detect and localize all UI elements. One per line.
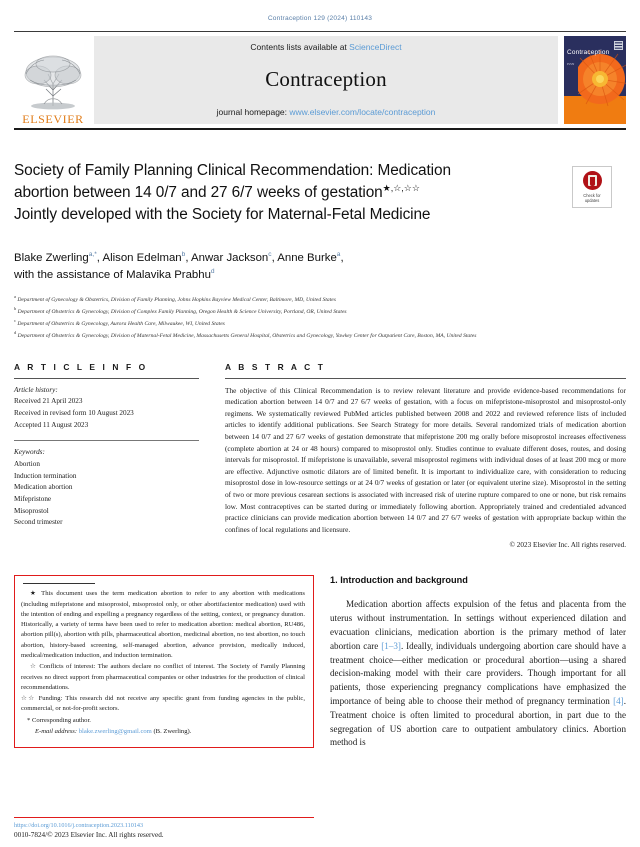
- elsevier-logo: [14, 32, 92, 128]
- crossmark-label-line2: updates: [584, 197, 600, 203]
- author-4[interactable]: Anne Burke: [277, 251, 337, 264]
- keyword-3: Medication abortion: [14, 483, 73, 492]
- article-history-label: Article history:: [14, 385, 58, 394]
- running-head: Contraception 129 (2024) 110143: [267, 15, 373, 22]
- corresponding-email-link[interactable]: blake.zwerling@gmail.com: [78, 727, 152, 735]
- footnote-conflicts-text: Conflicts of interest: The authors declare no conflict of interest. The Society of Family Planning receives no direct support from pharmaceutical companies or other industries for the production of clinical recommendations.: [21, 663, 305, 691]
- introduction-column: [330, 575, 626, 750]
- footnote-annotation-box: [14, 575, 314, 748]
- footnote-conflicts: [21, 662, 305, 693]
- affiliation-a-mark: a: [14, 293, 16, 299]
- article-info-rule: [14, 378, 199, 379]
- affiliation-d-mark: d: [14, 329, 17, 335]
- flower-illustration: [578, 48, 626, 110]
- history-accepted: Accepted 11 August 2023: [14, 420, 89, 429]
- affiliation-b-mark: b: [14, 305, 17, 311]
- footnote-funding: [21, 694, 305, 715]
- footnote-separator-rule: [23, 583, 95, 584]
- lower-columns: [14, 575, 626, 750]
- affiliation-b: [14, 305, 626, 317]
- affiliation-c: [14, 317, 626, 329]
- footnote-terminology-text: This document uses the term medication abortion to refer to any abortion with medications (including mifepristone and misoprostol, misoprostol only, or other abortifacientor medication) used with the intention of ending and expelling a pregnancy regardless of the setting, context, or pregnancy duration. Historically, a variety of terms have been used to refer to medication abortion: medical abortion, RU486, abortion pill(s), abortion with pills, pharmaceutical abortion, medicinal abortion, no test abortion, no touch abortion, history-based screening, self-managed abortion, advance provision, medically induced, medical/medication induction, and induction termination.: [21, 590, 305, 659]
- page-title: [14, 160, 514, 226]
- journal-homepage-link[interactable]: www.elsevier.com/locate/contraception: [289, 107, 436, 117]
- title-footnote-marks: ★,☆,☆☆: [382, 182, 420, 193]
- homepage-line: [217, 107, 436, 117]
- intro-text-a: Medication abortion affects expulsion of the fetus and placenta from the uterus without instrumentation. In settings without experienced dilation and evacuation clinicians, medication abortion is the primary method of later abortion care: [330, 599, 626, 651]
- footnote-corresponding-author: [27, 716, 305, 726]
- author-4-affil-mark: a: [336, 250, 341, 258]
- abstract-rule: [225, 378, 626, 379]
- assistance-prefix: with the assistance of: [14, 268, 127, 281]
- contents-line-prefix: Contents lists available at: [250, 42, 350, 52]
- author-3-affil-mark: c: [268, 250, 272, 258]
- footnote-funding-text: Funding: This research did not receive any specific grant from funding agencies in the public, commercial, or not-for-profit sectors.: [21, 695, 305, 713]
- issn-copyright-line: 0010-7824/© 2023 Elsevier Inc. All rights reserved.: [14, 831, 164, 840]
- page-footer: [14, 817, 314, 841]
- affiliation-c-mark: c: [14, 317, 16, 323]
- keywords-label: Keywords:: [14, 448, 45, 457]
- author-5-affil-mark: d: [210, 268, 215, 276]
- crossmark-badge[interactable]: [572, 166, 612, 208]
- footnote-corresponding-text: Corresponding author.: [31, 716, 91, 724]
- keyword-5: Misoprostol: [14, 506, 49, 515]
- title-line-1: Society of Family Planning Clinical Recommendation: Medication: [14, 162, 451, 179]
- keyword-6: Second trimester: [14, 518, 63, 527]
- intro-text-b: . Ideally, individuals undergoing abortion care should have a treatment choice—either medication or procedural abortion—using a shared decision-making model with their care providers. Though important for all patients, those experiencing pregnancy complications have emphasized the importance of being able to choose their method of pregnancy termination: [330, 640, 626, 706]
- author-1-affil-mark: a,*: [88, 250, 97, 258]
- footnote-column: [14, 575, 314, 750]
- article-info-column: [14, 362, 199, 550]
- author-1[interactable]: Blake Zwerling: [14, 251, 89, 264]
- affiliation-d: [14, 329, 626, 341]
- footnote-email-line: [35, 727, 305, 737]
- footer-annotation-rule: [14, 817, 314, 818]
- citation-ref-4[interactable]: [4]: [613, 696, 624, 706]
- keyword-2: Induction termination: [14, 471, 77, 480]
- title-line-3: Jointly developed with the Society for Maternal-Fetal Medicine: [14, 205, 431, 223]
- abstract-column: [225, 362, 626, 550]
- affiliation-c-text: Department of Obstetrics & Gynecology, Aurora Health Care, Milwaukee, WI, United States: [17, 320, 225, 327]
- journal-cover-thumbnail: [564, 36, 626, 124]
- doi-link[interactable]: https://doi.org/10.1016/j.contraception.2023.110143: [14, 821, 144, 829]
- title-line-2: abortion between 14 0/7 and 27 6/7 weeks of gestation: [14, 184, 383, 201]
- corresponding-email-owner: (B. Zwerling).: [153, 727, 192, 735]
- introduction-paragraph: [330, 598, 626, 750]
- journal-band: [94, 36, 558, 124]
- email-address-label: E-mail address:: [35, 727, 78, 735]
- crossmark-icon: [583, 171, 602, 190]
- footnote-funding-mark: ☆☆: [21, 695, 36, 703]
- crossmark-label-line1: Check for: [583, 192, 601, 198]
- history-received: Received 21 April 2023: [14, 397, 83, 406]
- elsevier-wordmark: ELSEVIER: [22, 112, 84, 126]
- footnote-corresponding-mark: *: [27, 716, 31, 724]
- footnote-star-mark: ★: [30, 590, 38, 598]
- keyword-4: Mifepristone: [14, 494, 52, 503]
- homepage-prefix: journal homepage:: [216, 107, 290, 117]
- keyword-1: Abortion: [14, 459, 40, 468]
- author-list: Blake Zwerling$^{a,*}$, Alison Edelman$^b$, Anwar Jackson$^c$, Anne Burke$^a$, with the assistance of Malavika Prabhu$^d$: [14, 250, 344, 281]
- journal-title: Contraception: [265, 67, 387, 91]
- abstract-copyright: © 2023 Elsevier Inc. All rights reserved.: [509, 541, 626, 550]
- affiliation-b-text: Department of Obstetrics & Gynecology, Division of Complex Family Planning, Oregon Health & Science University, Portland, OR, United States: [17, 308, 347, 315]
- journal-masthead: [14, 31, 626, 130]
- info-abstract-columns: [14, 362, 626, 550]
- abstract-heading: A B S T R A C T: [225, 361, 326, 372]
- cover-subtitle: ISSN: [567, 62, 575, 66]
- author-3[interactable]: Anwar Jackson: [191, 251, 269, 264]
- citation-ref-1-3[interactable]: [1–3]: [381, 640, 401, 651]
- affiliation-a: [14, 293, 626, 305]
- author-2-affil-mark: b: [181, 250, 186, 258]
- elsevier-tree-icon: [20, 50, 86, 112]
- affiliation-d-text: Department of Obstetrics & Gynecology, Division of Maternal-Fetal Medicine, Massachusetts General Hospital, Obstetrics and Gynecology, Yawkey Center for Outpatient Care, Boston, MA, United States: [17, 332, 477, 339]
- author-2[interactable]: Alison Edelman: [102, 251, 182, 264]
- keywords-rule: [14, 440, 199, 441]
- sciencedirect-link[interactable]: ScienceDirect: [349, 42, 402, 52]
- cover-journal-title: Contraception: [567, 49, 610, 56]
- footnote-coi-mark: ☆: [30, 663, 37, 671]
- intro-text-c: . Treatment choice is often limited to procedural abortion, in part due to the segregation of US abortion care to outpatient ambulatory clinics. Abortion method is: [330, 696, 626, 748]
- affiliation-list: [14, 293, 626, 341]
- elsevier-mark-icon: [614, 41, 623, 50]
- article-info-heading: A R T I C L E I N F O: [14, 361, 148, 372]
- title-block: [14, 160, 626, 226]
- contents-line: [250, 42, 401, 52]
- introduction-heading: 1. Introduction and background: [330, 575, 468, 586]
- history-revised: Received in revised form 10 August 2023: [14, 408, 134, 417]
- author-5[interactable]: Malavika Prabhu: [126, 268, 211, 281]
- affiliation-a-text: Department of Gynecology & Obstetrics, Division of Family Planning, Johns Hopkins Bayview Medical Center, Baltimore, MD, United States: [17, 296, 336, 303]
- footnote-terminology: [21, 589, 305, 661]
- crossmark-label: [583, 193, 601, 203]
- abstract-text: The objective of this Clinical Recommendation is to review relevant literature and provide evidence-based recommendations for medication abortion between 14 0/7 and 27 6/7 weeks of gestation, with a focus on mifepristone-misoprostol and misoprostol-only regimens. We systematically reviewed PubMed articles published between 2008 and 2022 and reviewed reference lists of included articles to identify additional publications. See Search Strategy for more details. Several randomized trials of medication abortion between 14 0/7 and 27 6/7 weeks of gestation demonstrate that mifepristone 200 mg orally before misoprostol increases effectiveness (complete abortion at 24 or 48 hours) compared to misoprostol only. Studies continue to evaluate different doses, routes, and dosing intervals for misoprostol. If mifepristone is unavailable, several misoprostol regimens with individual doses of at least 200 mcg or more are effective. Adjunctive osmotic dilators are of limited benefit. It is important to individualize care, with consideration to reducing misoprostol dose in low-resource settings or at 24 0/7 weeks of gestation or later (or equivalent uterine size). Misoprostol in the setting of two or more previous cesarean sections is associated with increased risk of uterine rupture compared to one or none, but risk remains low. Most contraceptives can be started during or immediately following abortion. Appropriately trained and credentialed advanced practice clinicians can provide medication abortion between 14 0/7 and 27 6/7 weeks of gestation with appropriate backup within the confines of local regulations and licensure.: [225, 385, 626, 534]
